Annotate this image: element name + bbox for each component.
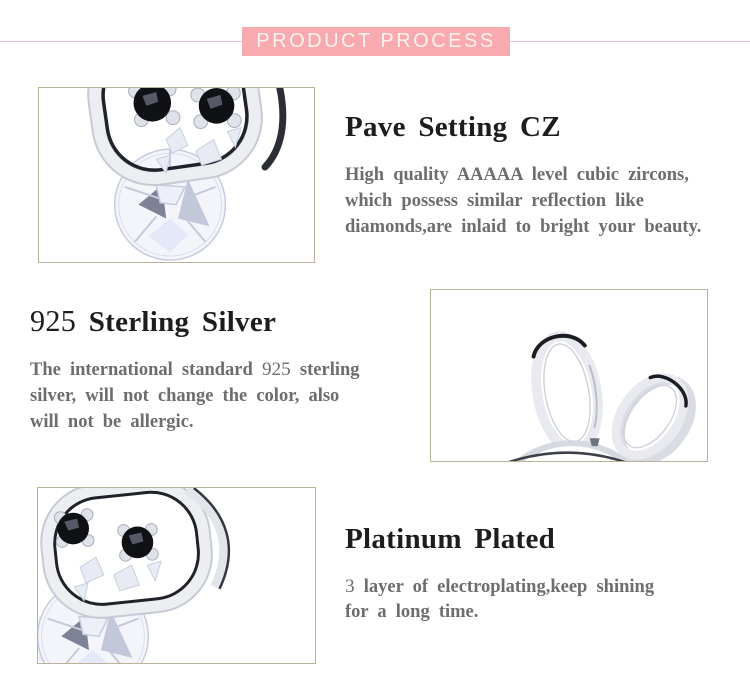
body-line: which possess similar reflection like <box>345 191 644 211</box>
rabbit-earring-illustration <box>39 88 314 262</box>
ring-shadow-edge <box>265 88 283 167</box>
section-body <box>345 162 745 240</box>
section-body <box>30 357 435 435</box>
body-line: The international standard 925 sterling <box>30 359 360 380</box>
body-line: High quality AAAAA level cubic zircons, <box>345 165 689 185</box>
section-body <box>345 574 745 625</box>
section-heading: Platinum Plated <box>345 523 556 555</box>
body-line: will not be allergic. <box>30 412 194 432</box>
section-pave-setting <box>345 110 745 240</box>
section-banner <box>242 27 510 56</box>
banner-title: PRODUCT PROCESS <box>256 30 496 52</box>
body-line: for a long time. <box>345 602 479 622</box>
ear-loop-left <box>528 331 606 454</box>
body-line: silver, will not change the color, also <box>30 386 340 406</box>
product-photo-platinum-plated <box>37 487 316 664</box>
eye-stone-left <box>129 88 180 127</box>
section-heading: 925 Sterling Silver <box>30 304 277 338</box>
product-photo-silver-ears <box>430 289 708 462</box>
eye-stone-left <box>54 509 94 548</box>
section-platinum-plated <box>345 522 745 625</box>
section-heading: Pave Setting CZ <box>345 111 561 143</box>
rabbit-earring-illustration <box>38 488 315 663</box>
body-line: diamonds,are inlaid to bright your beauty. <box>345 217 702 237</box>
eye-stone-right <box>191 88 241 129</box>
eye-stone-right <box>118 524 159 562</box>
section-sterling-silver <box>30 304 435 435</box>
body-line: 3 layer of electroplating,keep shining <box>345 576 655 597</box>
rabbit-ears-illustration <box>431 290 707 461</box>
ear-loop-right <box>602 365 698 461</box>
product-photo-pave-setting <box>38 87 315 263</box>
